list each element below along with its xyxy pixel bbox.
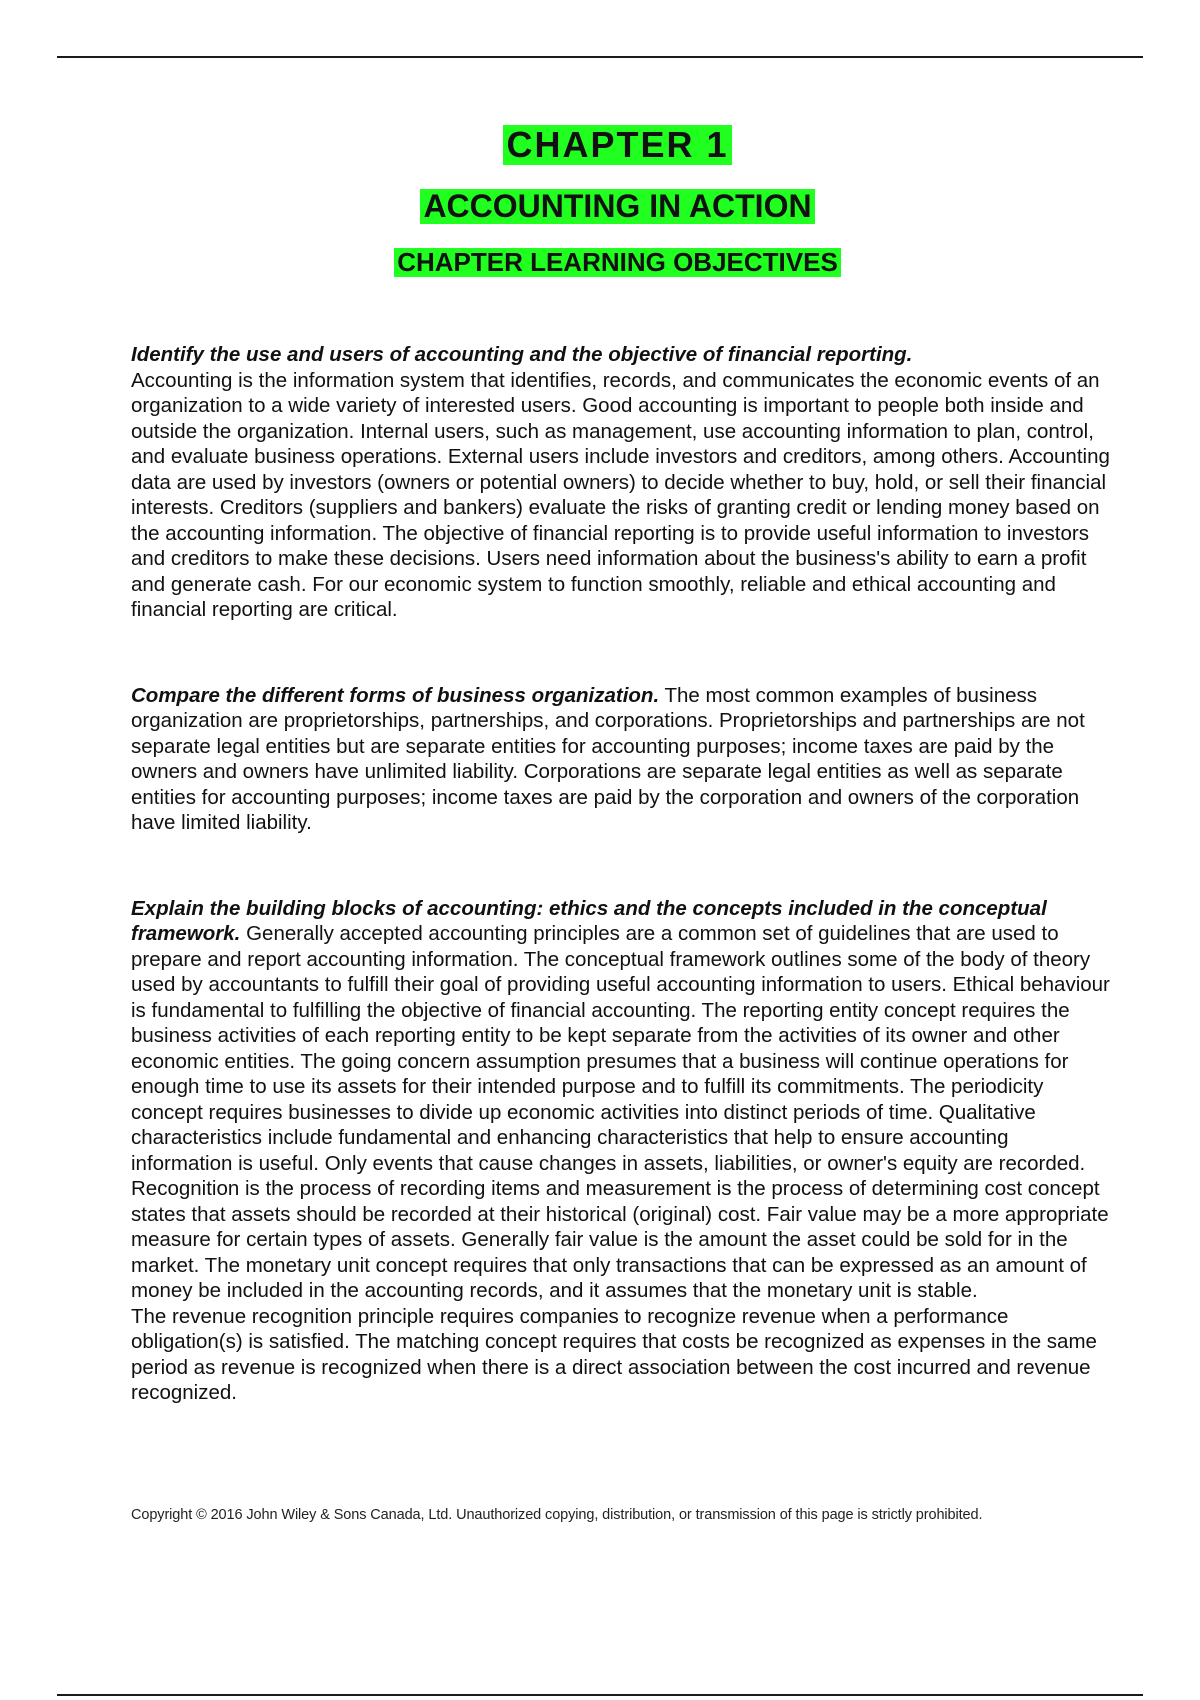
- objective-1-lead: Identify the use and users of accounting and the objective of financial reporting.: [131, 343, 913, 366]
- objective-3-lead: Explain the building blocks of accounting: ethics and the concepts included in the conceptual framework.: [131, 896, 1047, 945]
- objective-3-body: Generally accepted accounting principles are a common set of guidelines that are used to prepare and report accounting information. The conceptual framework outlines some of the body of theory used by accountants to fulfill their goal of providing useful accounting information to users. Ethical behaviour is fundamental to fulfilling the objective of financial accounting. The reporting entity concept requires the business activities of each reporting entity to be kept separate from the activities of its owner and other economic entities. The going concern assumption presumes that a business will continue operations for enough time to use its assets for their intended purpose and to fulfill its commitments. The periodicity concept requires businesses to divide up economic activities into distinct periods of time. Qualitative characteristics include fundamental and enhancing characteristics that help to ensure accounting information is useful. Only events that cause changes in assets, liabilities, or owner's equity are recorded. Recognition is the process of recording items and measurement is the process of determining cost concept states that assets should be recorded at their historical (original) cost. Fair value may be a more appropriate measure for certain types of assets. Generally fair value is the amount the asset could be sold for in the market. The monetary unit concept requires that only transactions that can be expressed as an amount of money be included in the accounting records, and it assumes that the monetary unit is stable.: [131, 922, 1110, 1302]
- objective-3-continuation: The revenue recognition principle requires companies to recognize revenue when a performance obligation(s) is satisfied. The matching concept requires that costs be recognized as expenses in the same period as revenue is recognized when there is a direct association between the cost incurred and revenue recognized.: [131, 1304, 1097, 1404]
- chapter-title: ACCOUNTING IN ACTION: [420, 189, 814, 224]
- top-rule: [57, 56, 1143, 58]
- objective-1-body: Accounting is the information system that identifies, records, and communicates the economic events of an organization to a wide variety of interested users. Good accounting is important to people both inside and outside the organization. Internal users, such as management, use accounting information to plan, control, and evaluate business operations. External users include investors and creditors, among others. Accounting data are used by investors (owners or potential owners) to decide whether to buy, hold, or sell their financial interests. Creditors (suppliers and bankers) evaluate the risks of granting credit or lending money based on the accounting information. The objective of financial reporting is to provide useful information to investors and creditors to make these decisions. Users need information about the business's ability to earn a profit and generate cash. For our economic system to function smoothly, reliable and ethical accounting and financial reporting are critical.: [131, 368, 1110, 621]
- objective-2-body: The most common examples of business organization are proprietorships, partnerships, and corporations. Proprietorships and partnerships are not separate legal entities but are separate entities for accounting purposes; income taxes are paid by the owners and owners have unlimited liability. Corporations are separate legal entities as well as separate entities for accounting purposes; income taxes are paid by the corporation and owners of the corporation have limited liability.: [131, 683, 1085, 834]
- objectives-heading: CHAPTER LEARNING OBJECTIVES: [394, 248, 841, 277]
- objective-1: [131, 342, 1111, 623]
- chapter-heading: CHAPTER 1: [503, 125, 731, 165]
- objective-2: [131, 683, 1111, 836]
- copyright-notice: Copyright © 2016 John Wiley & Sons Canada, Ltd. Unauthorized copying, distribution, or transmission of this page is strictly prohibited.: [131, 1507, 983, 1523]
- bottom-rule: [57, 1694, 1143, 1696]
- objectives-content: [131, 342, 1111, 1406]
- objective-3: [131, 896, 1111, 1304]
- objective-2-lead: Compare the different forms of business organization.: [131, 683, 660, 707]
- heading-block: [0, 124, 1200, 278]
